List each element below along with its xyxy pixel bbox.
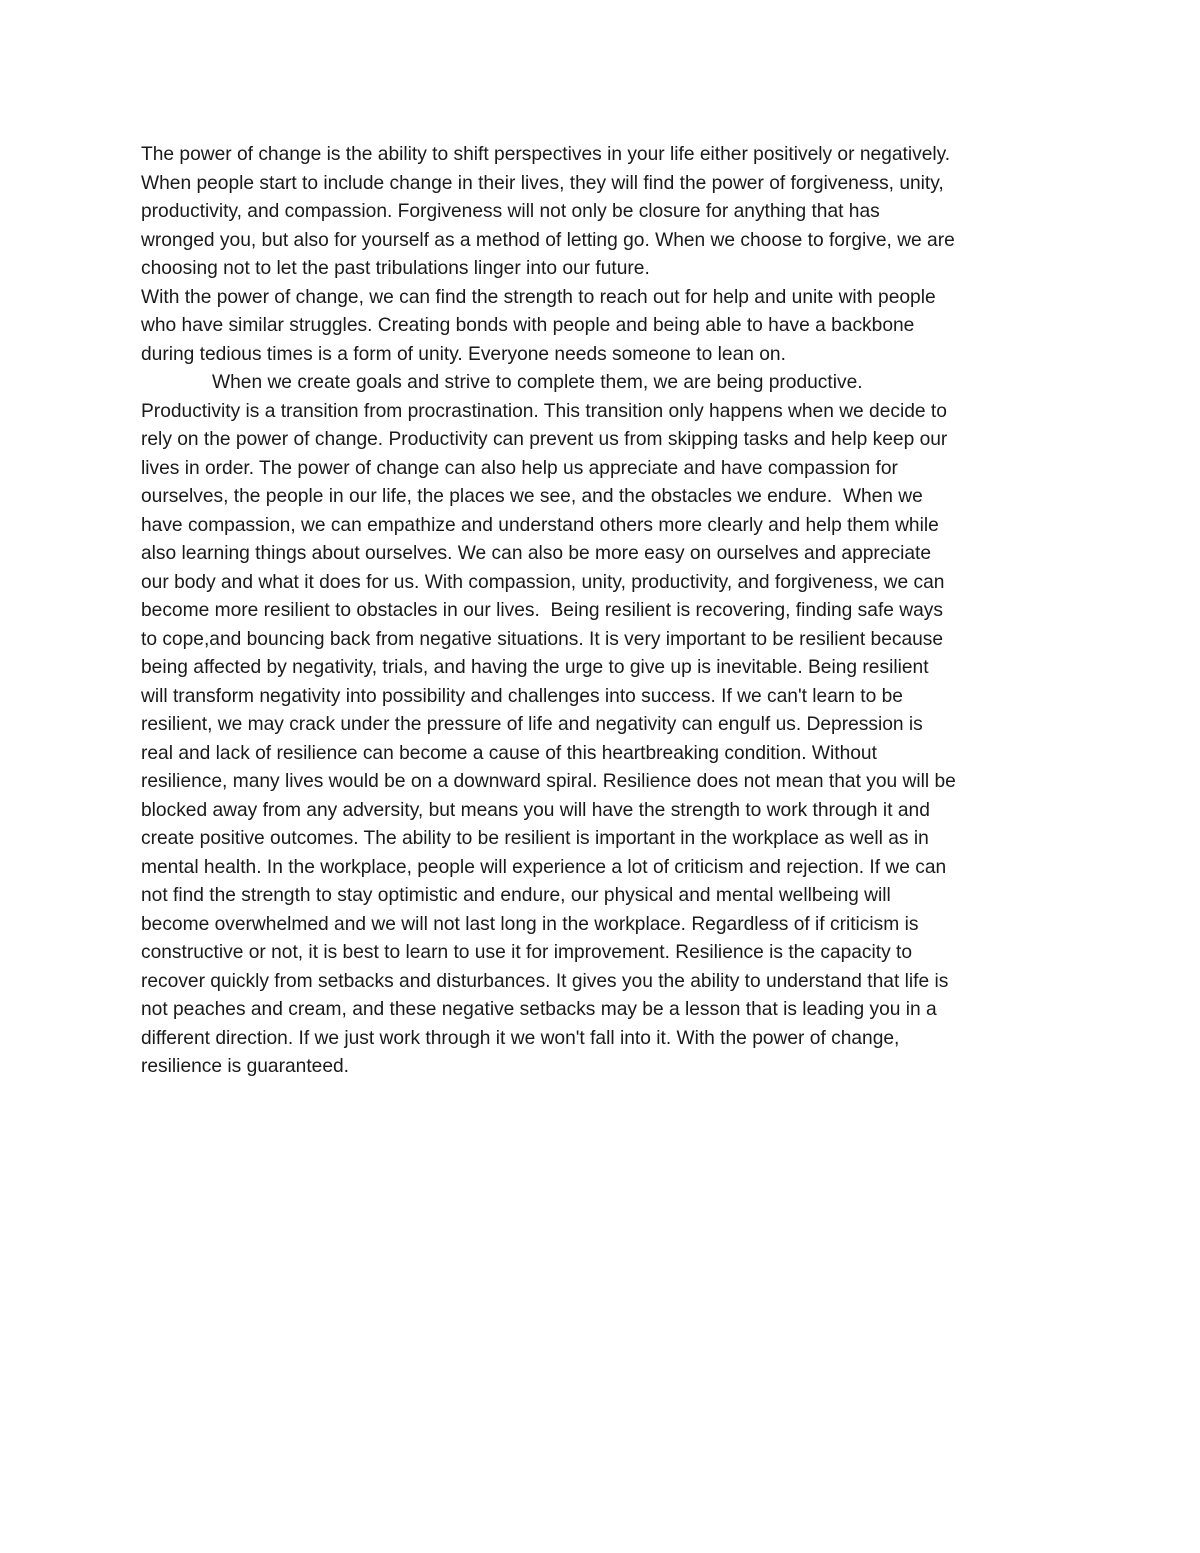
text-line: create positive outcomes. The ability to be resilient is important in the workplace as well as in (141, 828, 929, 849)
paragraph (141, 369, 1071, 1082)
text-line: productivity, and compassion. Forgiveness will not only be closure for anything that has (141, 201, 880, 222)
text-line: resilience, many lives would be on a downward spiral. Resilience does not mean that you will be (141, 771, 956, 792)
text-line: will transform negativity into possibility and challenges into success. If we can't learn to be (141, 685, 903, 707)
text-line: to cope,and bouncing back from negative situations. It is very important to be resilient because (141, 628, 944, 650)
text-line: resilience is guaranteed. (141, 1056, 349, 1077)
text-line: real and lack of resilience can become a cause of this heartbreaking condition. Without (141, 742, 877, 764)
text-line: also learning things about ourselves. We can also be more easy on ourselves and appreciate (141, 543, 932, 564)
text-line: not peaches and cream, and these negative setbacks may be a lesson that is leading you in a (141, 999, 937, 1020)
text-line: constructive or not, it is best to learn to use it for improvement. Resilience is the capacity to (141, 942, 913, 963)
text-line: With the power of change, we can find the strength to reach out for help and unite with people (141, 286, 936, 308)
text-line: blocked away from any adversity, but means you will have the strength to work through it and (141, 799, 930, 821)
text-line: being affected by negativity, trials, and having the urge to give up is inevitable. Being resilient (141, 657, 929, 678)
text-line: The power of change is the ability to shift perspectives in your life either positively or negatively. (141, 144, 951, 165)
text-line: recover quickly from setbacks and disturbances. It gives you the ability to understand that life is (141, 970, 949, 992)
text-line: When we create goals and strive to complete them, we are being productive. (212, 372, 863, 393)
text-line: become more resilient to obstacles in our lives. Being resilient is recovering, finding safe ways (141, 600, 943, 621)
text-line: ourselves, the people in our life, the places we see, and the obstacles we endure. When we (141, 486, 923, 507)
text-line: When people start to include change in their lives, they will find the power of forgiveness, unity, (141, 172, 944, 194)
paragraph (141, 284, 1071, 370)
text-line: rely on the power of change. Productivity can prevent us from skipping tasks and help keep our (141, 429, 948, 450)
text-line: have compassion, we can empathize and understand others more clearly and help them while (141, 514, 939, 536)
document-body (141, 141, 1071, 1082)
text-line: wronged you, but also for yourself as a method of letting go. When we choose to forgive, we are (141, 229, 955, 251)
text-line: different direction. If we just work through it we won't fall into it. With the power of change, (141, 1027, 900, 1049)
text-line: during tedious times is a form of unity. Everyone needs someone to lean on. (141, 343, 786, 365)
text-line: Productivity is a transition from procrastination. This transition only happens when we decide to (141, 400, 947, 422)
text-line: mental health. In the workplace, people will experience a lot of criticism and rejection. If we can (141, 856, 947, 878)
paragraph (141, 141, 1071, 284)
text-line: resilient, we may crack under the pressure of life and negativity can engulf us. Depression is (141, 714, 923, 735)
text-line: not find the strength to stay optimistic and endure, our physical and mental wellbeing will (141, 885, 891, 906)
text-line: lives in order. The power of change can also help us appreciate and have compassion for (141, 457, 898, 479)
text-line: choosing not to let the past tribulations linger into our future. (141, 258, 650, 279)
text-line: who have similar struggles. Creating bonds with people and being able to have a backbone (141, 315, 915, 336)
text-line: become overwhelmed and we will not last long in the workplace. Regardless of if criticism is (141, 913, 919, 935)
text-line: our body and what it does for us. With compassion, unity, productivity, and forgiveness, we can (141, 571, 945, 593)
